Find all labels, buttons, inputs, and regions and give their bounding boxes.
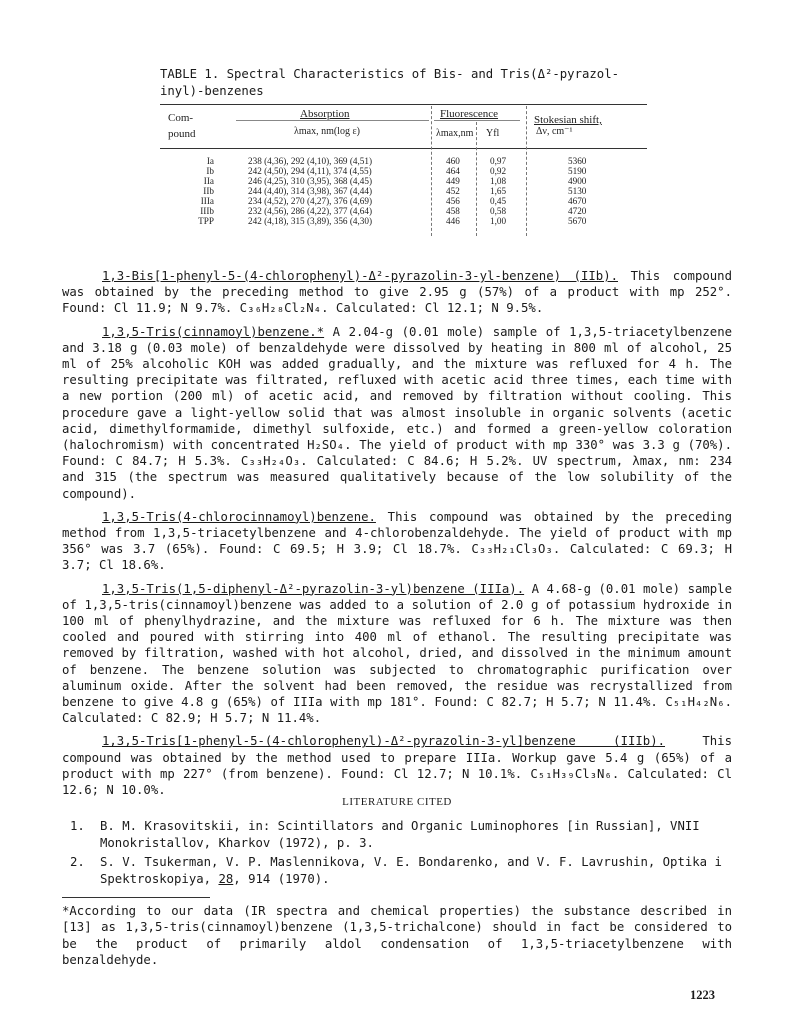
header-fluorescence: Fluorescence xyxy=(440,108,499,120)
cell-fluor-yield: 0,97 xyxy=(490,156,507,166)
footnote: *According to our data (IR spectra and chemical properties) the substance described in [13] as 1,3,5-tris(cinnamoyl)benzene (1,3,5-trichalcone) should in fact be considered to be the product of primarily aldol condensation of 1,3,5-triacetylbenzene with benzaldehyde. xyxy=(62,904,732,968)
cell-compound: IIIa xyxy=(200,196,214,206)
paragraph-tris-chlorocinnamoyl xyxy=(62,509,732,574)
cell-fluor-lambda: 446 xyxy=(446,216,460,226)
header-absorption-sub: λmax, nm(log ε) xyxy=(294,126,360,137)
table-divider-3 xyxy=(526,106,527,236)
column-fluor-yield xyxy=(490,156,506,226)
cell-compound: IIb xyxy=(203,186,214,196)
header-absorption: Absorption xyxy=(300,108,350,120)
cell-fluor-lambda: 464 xyxy=(446,166,460,176)
cell-absorption: 242 (4,18), 315 (3,89), 356 (4,30) xyxy=(248,216,373,226)
cell-fluor-yield: 1,00 xyxy=(490,216,507,226)
header-compound-line2: pound xyxy=(168,128,196,140)
cell-fluor-yield: 1,65 xyxy=(490,186,507,196)
cell-stokes: 5190 xyxy=(568,166,587,176)
cell-fluor-yield: 0,92 xyxy=(490,166,507,176)
paragraph-text: A 4.68-g (0.01 mole) sample of 1,3,5-tris(cinnamoyl)benzene was added to a solution of 2.0 g of potassium hydroxide in 100 ml of phenylhydrazine, and the mixture was refluxed for 6 h. The mixture was then cooled and poured with stirring into 400 ml of ethanol. The resulting precipitate was removed by filtration, washed with hot alcohol, dried, and dissolved in the minimum amount of benzene. The benzene solution was subjected to chromatographic purification over aluminum oxide. After the solvent had been removed, the residue was recrystallized from benzene to give 4.8 g (65%) of IIIa with mp 181°. Found: C 82.7; H 5.7; N 11.4%. C₅₁H₄₂N₆. Calculated: C 82.9; H 5.7; N 11.4%. xyxy=(62,581,732,726)
body-text xyxy=(62,268,732,805)
compound-title: 1,3-Bis[1-phenyl-5-(4-chlorophenyl)-Δ²-pyrazolin-3-yl-benzene) (IIb). xyxy=(102,269,618,283)
column-stokes xyxy=(568,156,586,226)
cell-fluor-yield: 0,45 xyxy=(490,196,507,206)
cell-fluor-lambda: 456 xyxy=(446,196,460,206)
reference-text: S. V. Tsukerman, V. P. Maslennikova, V. E. Bondarenko, and V. F. Lavrushin, Optika i Spektroskopiya, xyxy=(100,855,722,886)
table-header-rule xyxy=(160,148,647,149)
reference-text: B. M. Krasovitskii, in: Scintillators and Organic Luminophores [in Russian], VNII Monokristallov, Kharkov (1972), p. 3. xyxy=(100,819,700,850)
cell-compound: Ib xyxy=(206,166,214,176)
cell-fluor-yield: 0,58 xyxy=(490,206,507,216)
header-stokes-line2: Δν, cm⁻¹ xyxy=(536,126,573,137)
compound-title: 1,3,5-Tris(4-chlorocinnamoyl)benzene. xyxy=(102,509,376,524)
paragraph-text: A 2.04-g (0.01 mole) sample of 1,3,5-triacetylbenzene and 3.18 g (0.03 mole) of benzaldehyde were dissolved by heating in 800 ml of alcohol, 25 ml of 25% alcoholic KOH was added gradually, and the mixture was refluxed for 4 h. The resulting precipitate was filtrated, refluxed with acetic acid three times, each time with a new portion (200 ml) of acetic acid, and removed by filtration without cooling. This procedure gave a light-yellow solid that was almost insoluble in organic solvents (acetic acid, dimethylformamide, dimethyl sulfoxide, etc.) and formed a green-yellow coloration (halochromism) with concentrated H₂SO₄. The yield of product with mp 330° was 3.3 g (70%). Found: C 84.7; H 5.3%. C₃₃H₂₄O₃. Calculated: C 84.6; H 5.2%. UV spectrum, λmax, nm: 234 and 315 (the spectrum was measured qualitatively because of the low solubility of the compound). xyxy=(62,324,732,501)
cell-fluor-lambda: 460 xyxy=(446,156,460,166)
reference-text-end: , 914 (1970). xyxy=(233,872,330,886)
cell-fluor-yield: 1,08 xyxy=(490,176,507,186)
cell-stokes: 5130 xyxy=(568,186,587,196)
column-fluor-lambda xyxy=(446,156,460,226)
cell-absorption: 244 (4,40), 314 (3,98), 367 (4,44) xyxy=(248,186,373,196)
cell-absorption: 238 (4,36), 292 (4,10), 369 (4,51) xyxy=(248,156,373,166)
column-absorption xyxy=(248,156,372,226)
cell-fluor-lambda: 449 xyxy=(446,176,460,186)
cell-absorption: 246 (4,25), 310 (3,95), 368 (4,45) xyxy=(248,176,373,186)
literature-heading: LITERATURE CITED xyxy=(342,796,452,808)
absorption-subrule xyxy=(236,120,429,121)
cell-fluor-lambda: 458 xyxy=(446,206,460,216)
compound-title: 1,3,5-Tris(cinnamoyl)benzene.* xyxy=(102,324,325,339)
table-top-rule xyxy=(160,104,647,105)
cell-stokes: 4900 xyxy=(568,176,587,186)
reference-volume: 28 xyxy=(218,872,234,886)
cell-fluor-lambda: 452 xyxy=(446,186,460,196)
fluorescence-subrule xyxy=(434,120,520,121)
paragraph-text: This compound was obtained by the preceding method to give 2.95 g (57%) of a product with mp 252°. Found: Cl 11.9; N 9.7%. C₃₆H₂₈Cl₂N₄. Calculated: Cl 12.1; N 9.5%. xyxy=(62,269,732,316)
table-divider-2 xyxy=(476,122,477,236)
cell-absorption: 242 (4,50), 294 (4,11), 374 (4,55) xyxy=(248,166,372,176)
header-fluor-lambda: λmax,nm xyxy=(436,128,474,139)
reference-item xyxy=(62,854,732,888)
header-compound-line1: Com- xyxy=(168,112,194,124)
compound-title: 1,3,5-Tris(1,5-diphenyl-Δ²-pyrazolin-3-yl)benzene (IIIa). xyxy=(102,581,525,596)
cell-compound: Ia xyxy=(206,156,214,166)
header-stokes-line1: Stokesian shift, xyxy=(534,114,602,126)
cell-stokes: 5360 xyxy=(568,156,587,166)
cell-stokes: 4670 xyxy=(568,196,587,206)
paragraph-text: This compound was obtained by the method used to prepare IIIa. Workup gave 5.4 g (65%) of a product with mp 227° (from benzene). Found: Cl 12.7; N 10.1%. C₅₁H₃₉Cl₃N₆. Calculated: Cl 12.6; N 10.0%. xyxy=(62,734,732,798)
reference-item xyxy=(62,818,732,852)
reference-number: 1. xyxy=(70,819,85,833)
paragraph-tris-cinnamoyl xyxy=(62,324,732,502)
compound-title: 1,3,5-Tris[1-phenyl-5-(4-chlorophenyl)-Δ²-pyrazolin-3-yl]benzene (IIIb). xyxy=(102,734,666,749)
column-compound xyxy=(180,156,214,226)
reference-number: 2. xyxy=(70,855,85,869)
reference-list xyxy=(62,818,732,890)
table-divider-1 xyxy=(431,106,432,236)
footnote-rule xyxy=(62,897,210,898)
cell-compound: IIa xyxy=(203,176,214,186)
paragraph-bis-pyrazolinyl-IIb xyxy=(62,268,732,317)
spectral-table xyxy=(160,104,647,238)
cell-absorption: 234 (4,52), 270 (4,27), 376 (4,69) xyxy=(248,196,373,206)
paragraph-tris-diphenylpyrazolinyl-IIIa xyxy=(62,581,732,727)
paragraph-text: This compound was obtained by the preceding method from 1,3,5-triacetylbenzene and 4-chlorobenzaldehyde. The yield of product with mp 356° was 3.7 (65%). Found: C 69.5; H 3.9; Cl 18.7%. C₃₃H₂₁Cl₃O₃. Calculated: C 69.3; H 3.7; Cl 18.6%. xyxy=(62,509,732,573)
cell-compound: IIIb xyxy=(200,206,214,216)
page-number: 1223 xyxy=(690,988,715,1002)
cell-stokes: 4720 xyxy=(568,206,587,216)
cell-stokes: 5670 xyxy=(568,216,587,226)
cell-absorption: 232 (4,56), 286 (4,22), 377 (4,64) xyxy=(248,206,373,216)
header-fluor-yield: Yfl xyxy=(486,128,500,139)
paragraph-tris-chlorophenylpyrazolinyl-IIIb xyxy=(62,733,732,798)
table-caption: TABLE 1. Spectral Characteristics of Bis- and Tris(Δ²-pyrazol- inyl)-benzenes xyxy=(160,67,620,98)
cell-compound: TPP xyxy=(198,216,214,226)
